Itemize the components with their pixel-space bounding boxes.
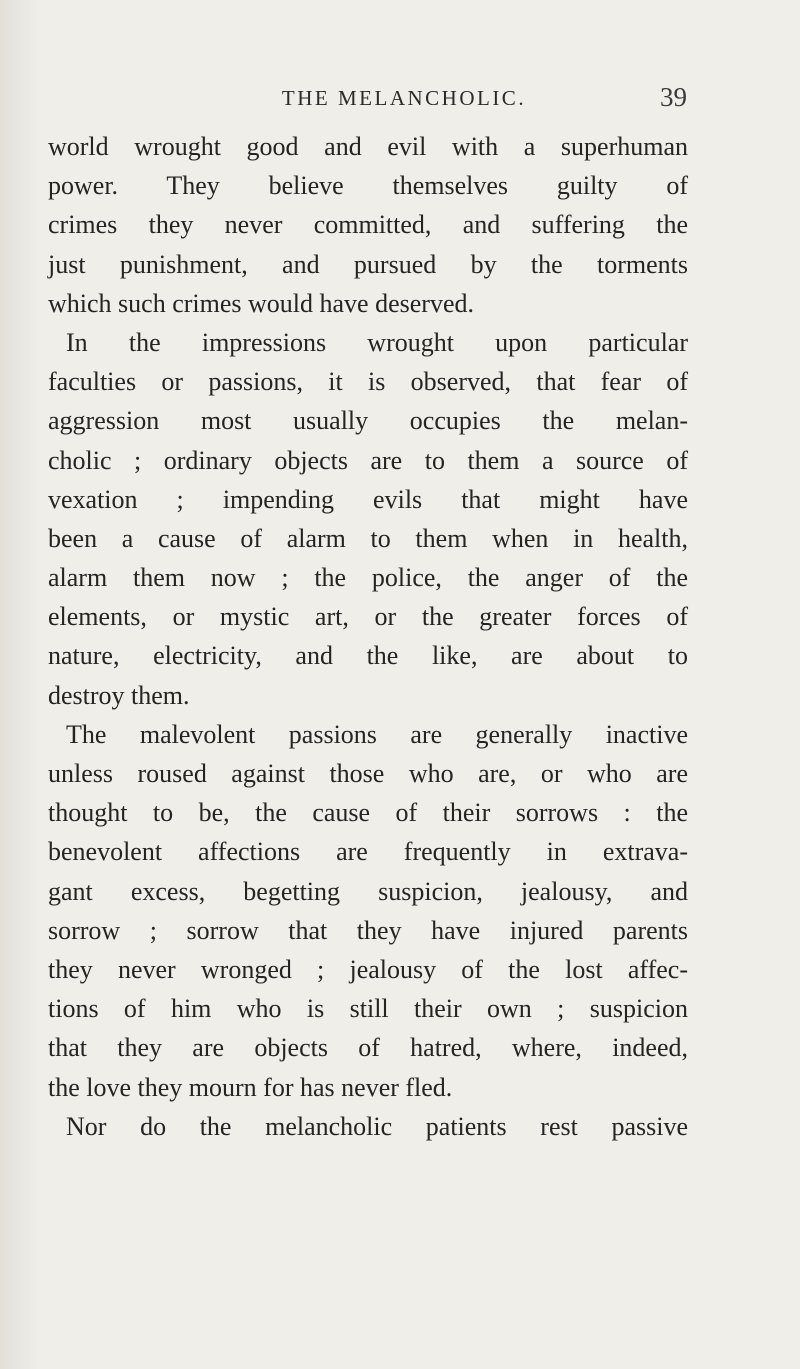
text-line: crimes they never committed, and suffering the [48, 210, 688, 240]
text-line: nature, electricity, and the like, are about to [48, 641, 688, 671]
text-line: thought to be, the cause of their sorrows : the [48, 798, 688, 828]
text-line: elements, or mystic art, or the greater forces of [48, 602, 688, 632]
text-line: been a cause of alarm to them when in health, [48, 523, 688, 553]
paragraph-start-line: Nor do the melancholic patients rest passive [66, 1111, 688, 1141]
text-line: world wrought good and evil with a superhuman [48, 132, 688, 161]
paragraph-start-line: In the impressions wrought upon particular [66, 327, 688, 357]
text-line: unless roused against those who are, or who are [48, 759, 688, 788]
text-line: tions of him who is still their own ; suspicion [48, 994, 688, 1024]
text-line: faculties or passions, it is observed, that fear of [48, 367, 688, 397]
text-line: aggression most usually occupies the melan- [48, 406, 688, 436]
text-line: sorrow ; sorrow that they have injured parents [48, 915, 688, 945]
text-line: alarm them now ; the police, the anger of the [48, 563, 688, 593]
text-line: gant excess, begetting suspicion, jealousy, and [48, 876, 688, 906]
text-line: power. They believe themselves guilty of [48, 171, 688, 201]
text-line: benevolent affections are frequently in extrava- [48, 837, 688, 867]
page-header [0, 82, 800, 116]
text-line: vexation ; impending evils that might have [48, 484, 688, 514]
text-line: which such crimes would have deserved. [48, 288, 474, 318]
text-line: the love they mourn for has never fled. [48, 1072, 453, 1102]
text-line: cholic ; ordinary objects are to them a source of [48, 445, 688, 475]
text-line: just punishment, and pursued by the torments [48, 249, 688, 279]
paragraph-start-line: The malevolent passions are generally inactive [66, 719, 688, 749]
running-head: THE MELANCHOLIC. [281, 86, 527, 110]
text-line: they never wronged ; jealousy of the lost affec- [48, 954, 688, 984]
body-text [48, 127, 688, 1146]
text-line: that they are objects of hatred, where, indeed, [48, 1033, 688, 1063]
text-line: destroy them. [48, 680, 190, 710]
page-number: 39 [660, 82, 687, 112]
